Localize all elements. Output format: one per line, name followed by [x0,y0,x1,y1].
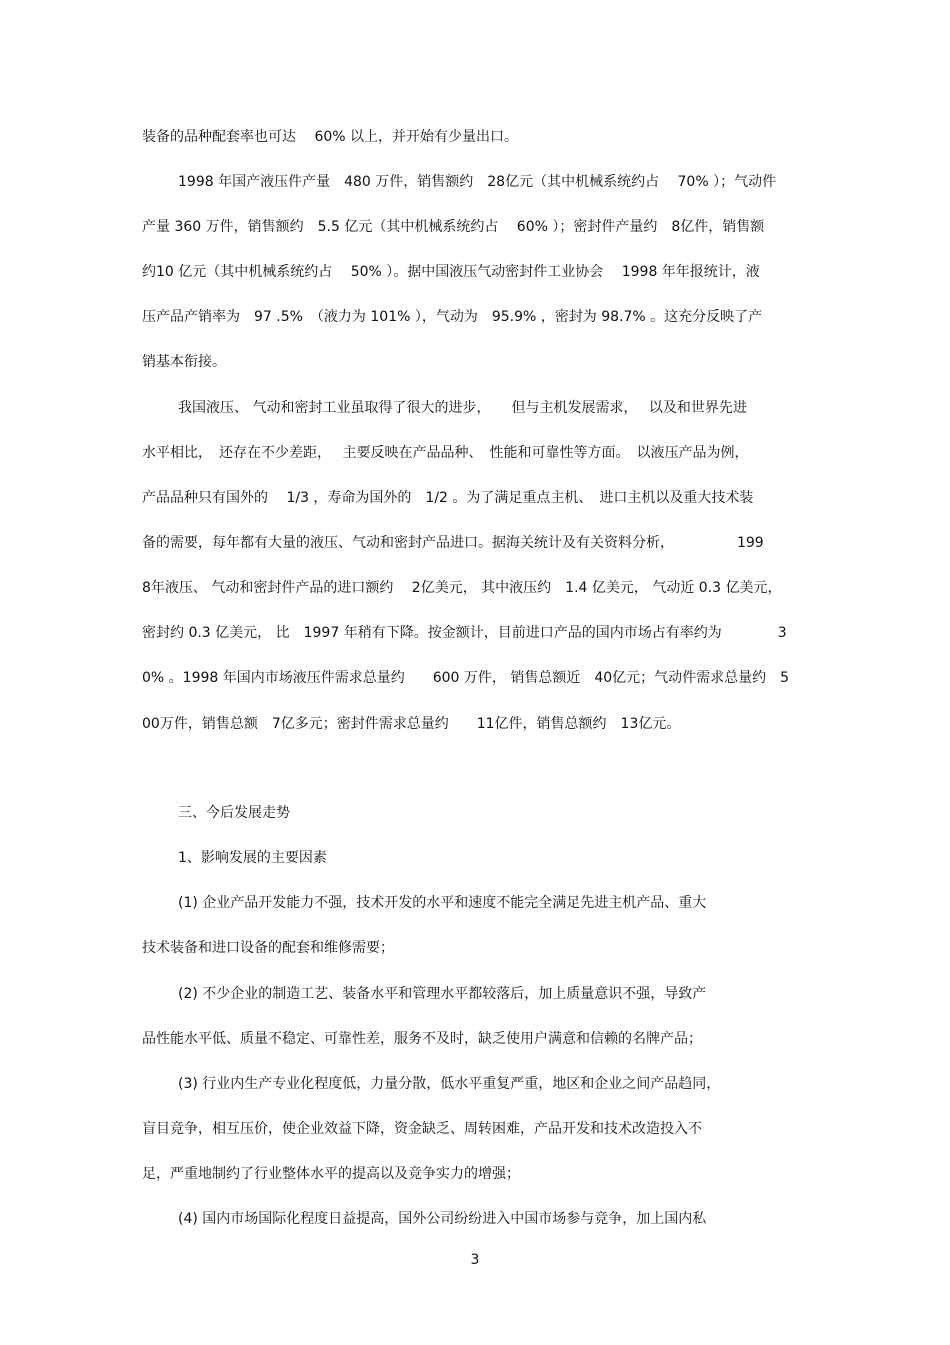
subsection-heading: 1、影响发展的主要因素 [178,850,327,866]
text-line: 8年液压、 气动和密封件产品的进口额约 2亿美元， 其中液压约 1.4 亿美元， 气动近 0.3 亿美元， [142,580,782,596]
text-line: 装备的品种配套率也可达 60% 以上，并开始有少量出口。 [142,129,519,145]
text-line: (1) 企业产品开发能力不强，技术开发的水平和速度不能完全满足先进主机产品、重大 [178,895,707,911]
text-line: 00万件，销售总额 7亿多元；密封件需求总量约 11亿件，销售总额约 13亿元。 [142,716,681,732]
text-line: 销基本衔接。 [142,354,226,370]
text-line: 1998 年国产液压件产量 480 万件，销售额约 28亿元（其中机械系统约占 70% ）；气动件 [178,174,777,190]
text-line: 产量 360 万件，销售额约 5.5 亿元（其中机械系统约占 60% ）；密封件产量约 8亿件，销售额 [142,219,765,235]
page-number: 3 [470,1252,480,1268]
text-line: (3) 行业内生产专业化程度低，力量分散，低水平重复严重，地区和企业之间产品趋同， [178,1076,721,1092]
text-line: 0% 。1998 年国内市场液压件需求总量约 600 万件， 销售总额近 40亿元；气动件需求总量约 5 [142,670,790,686]
section-heading: 三、今后发展走势 [178,805,290,821]
text-line: (2) 不少企业的制造工艺、装备水平和管理水平都较落后，加上质量意识不强，导致产 [178,986,707,1002]
text-line: 盲目竞争，相互压价，使企业效益下降，资金缺乏、周转困难，产品开发和技术改造投入不 [142,1121,702,1137]
text-line: 压产品产销率为 97 .5% （液力为 101% ），气动为 95.9% ，密封为 98.7% 。这充分反映了产 [142,309,763,325]
text-line: 备的需要，每年都有大量的液压、气动和密封产品进口。据海关统计及有关资料分析， 199 [142,535,764,551]
text-line: 技术装备和进口设备的配套和维修需要； [142,940,394,956]
text-line: (4) 国内市场国际化程度日益提高，国外公司纷纷进入中国市场参与竞争，加上国内私 [178,1211,707,1227]
text-line: 产品品种只有国外的 1/3 ，寿命为国外的 1/2 。为了满足重点主机、 进口主机以及重大技术装 [142,490,754,506]
text-line: 约10 亿元（其中机械系统约占 50% ）。据中国液压气动密封件工业协会 1998 年年报统计，液 [142,264,760,280]
text-line: 密封约 0.3 亿美元， 比 1997 年稍有下降。按金额计，目前进口产品的国内市场占有率约为 3 [142,625,787,641]
text-line: 我国液压、 气动和密封工业虽取得了很大的进步， 但与主机发展需求， 以及和世界先进 [178,400,747,416]
text-line: 品性能水平低、质量不稳定、可靠性差，服务不及时，缺乏使用户满意和信赖的名牌产品； [142,1031,702,1047]
text-line: 足，严重地制约了行业整体水平的提高以及竞争实力的增强； [142,1166,520,1182]
text-line: 水平相比， 还存在不少差距， 主要反映在产品品种、 性能和可靠性等方面。 以液压产品为例， [142,445,749,461]
